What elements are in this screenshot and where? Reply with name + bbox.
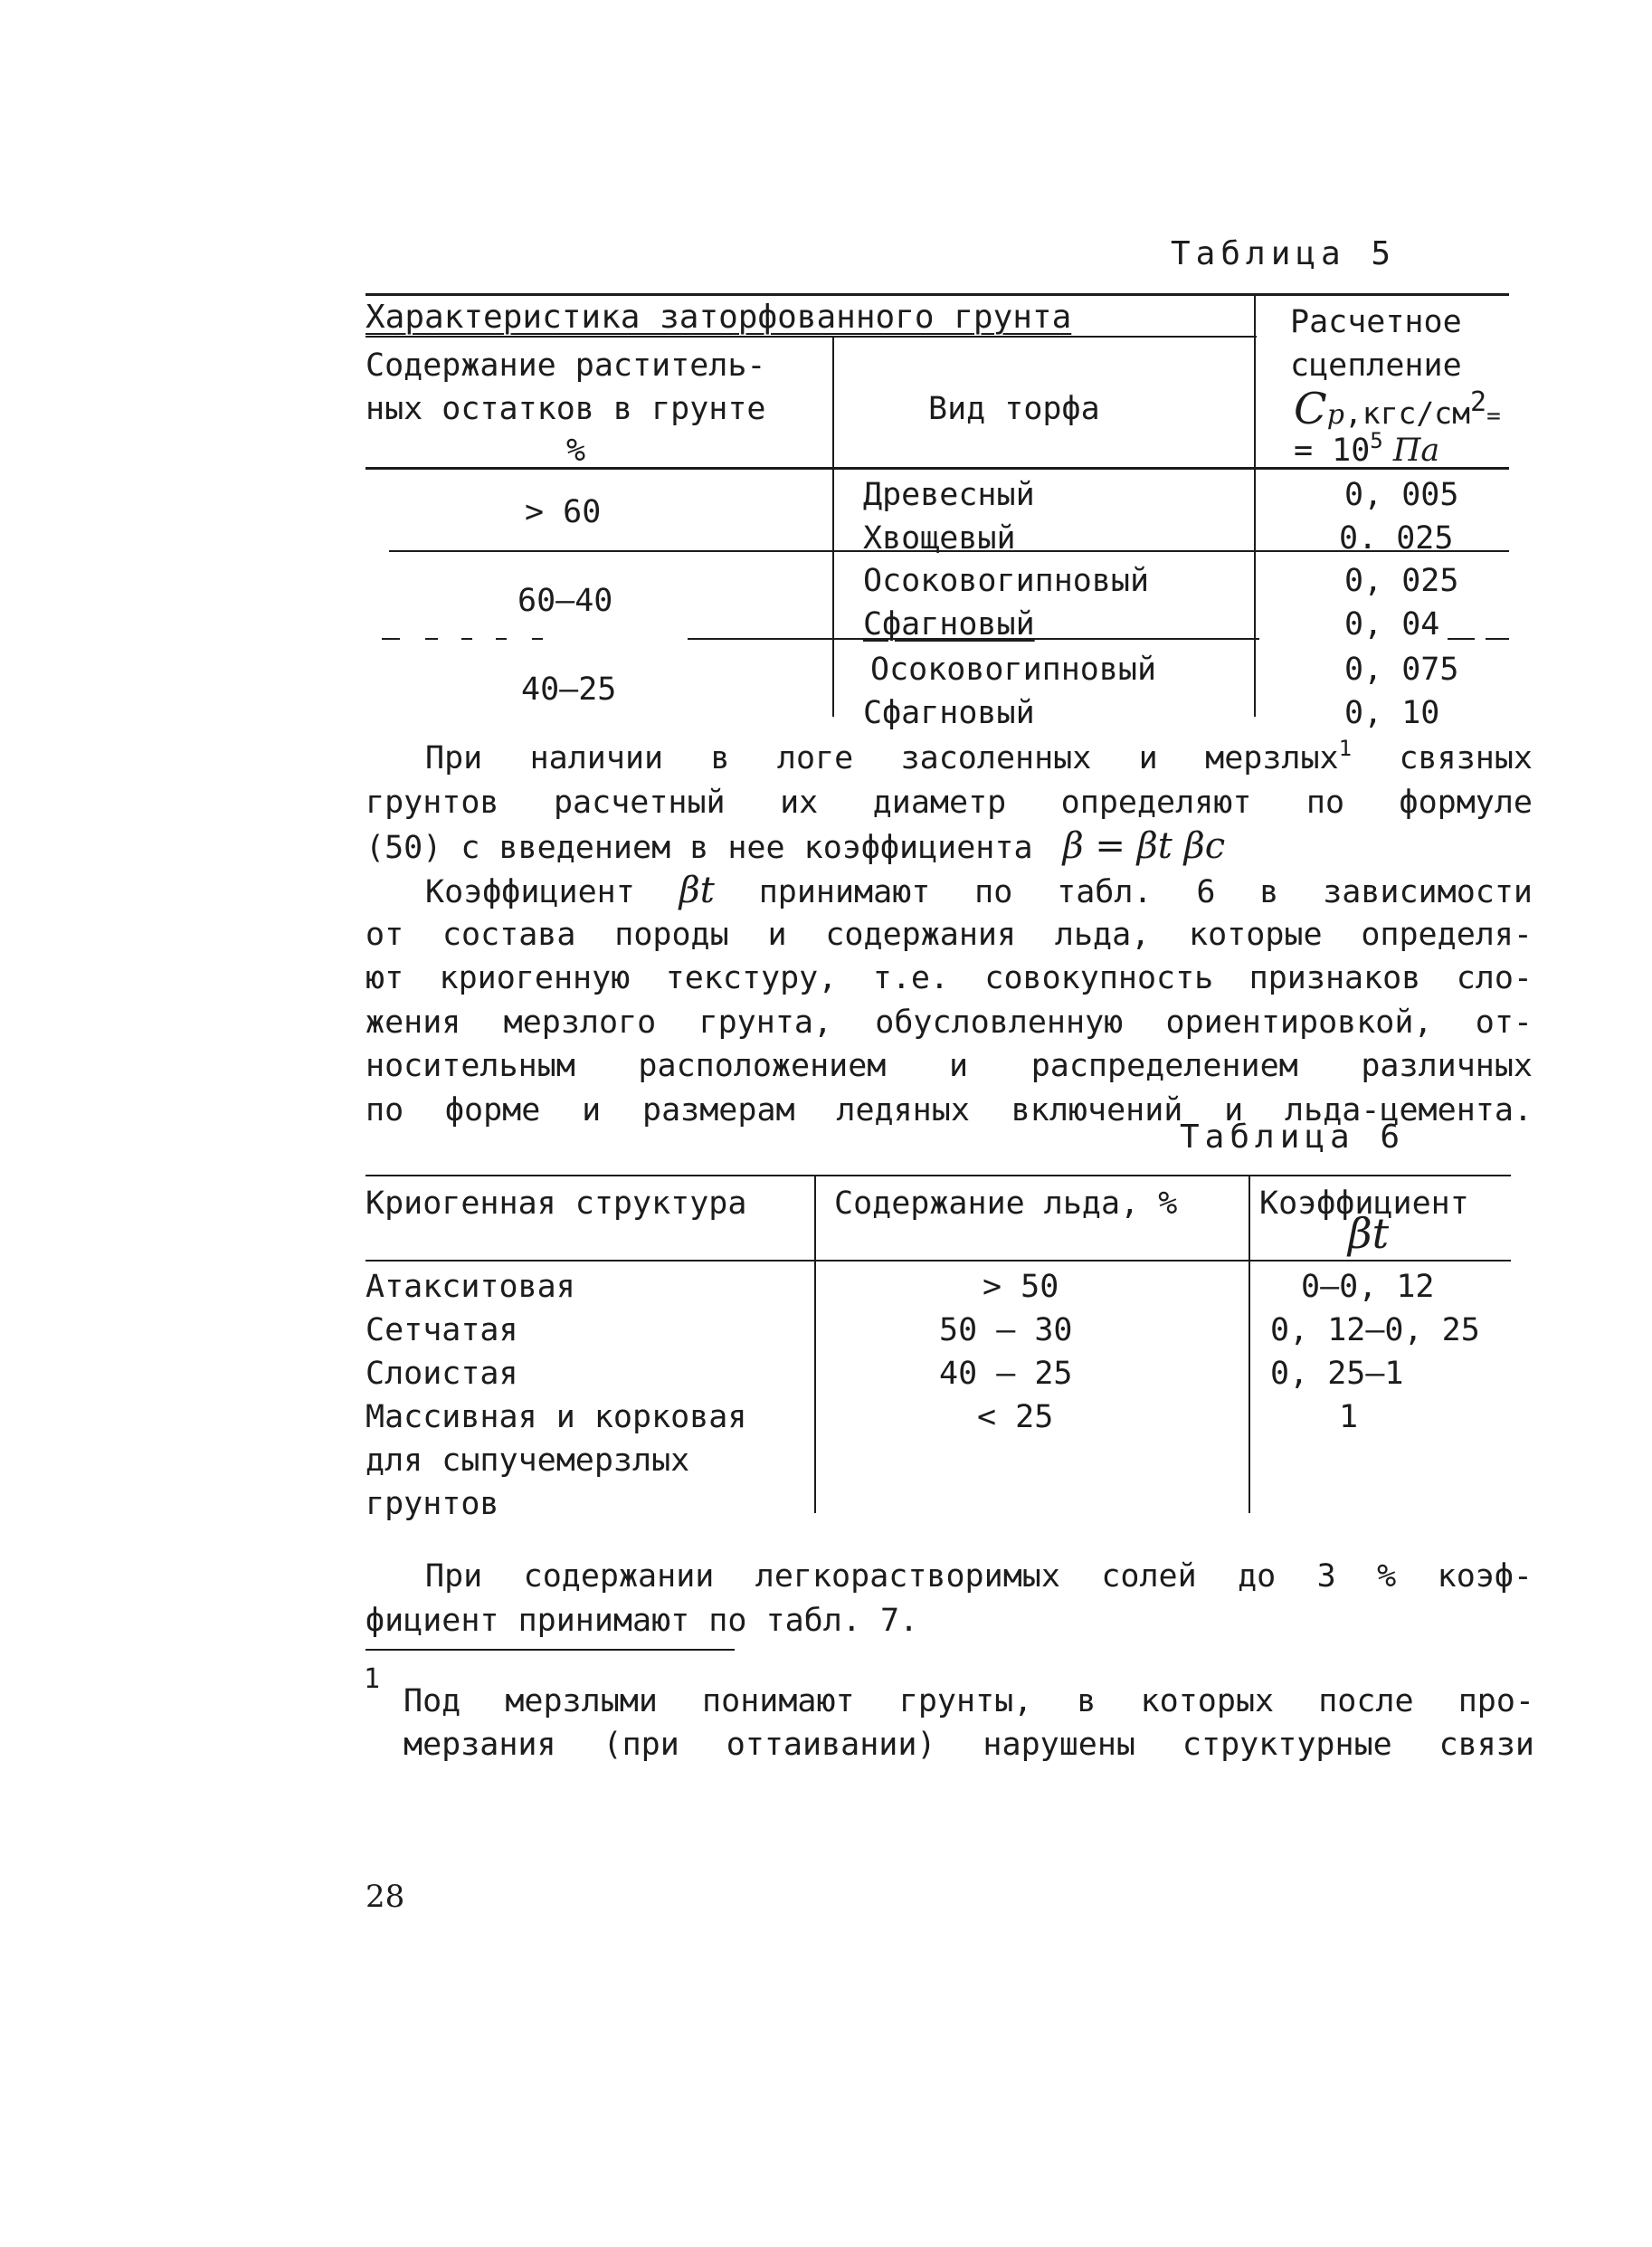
table5-row-rule-2e <box>532 638 543 640</box>
paragraph-2 <box>366 869 1533 1132</box>
page-number: 28 <box>366 1879 405 1915</box>
table6-row1-coef: 0–0, 12 <box>1301 1269 1435 1305</box>
table6-row4-coef: 1 <box>1339 1399 1359 1435</box>
table5-row2-content: 60–40 <box>517 583 613 619</box>
table5-col1-header-line3: % <box>566 433 586 469</box>
table5-row2-cohesion-2: 0, 04 <box>1344 606 1440 643</box>
table5-row-rule-2b <box>425 638 438 640</box>
footnote-ref-1: 1 <box>1338 736 1353 761</box>
table5-group-header-text: Характеристика заторфованного грунта <box>366 299 1072 336</box>
table6-caption: Таблица 6 <box>1180 1119 1406 1156</box>
paragraph-2-lead: Коэффициент <box>425 874 635 910</box>
table5-row1-cohesion-2: 0. 025 <box>1339 520 1454 557</box>
table6-row1-structure: Атакситовая <box>366 1269 575 1305</box>
table6-row2-coef: 0, 12–0, 25 <box>1270 1312 1480 1348</box>
table6-row3-coef: 0, 25–1 <box>1270 1356 1404 1392</box>
table5-row3-peat-1: Осоковогипновый <box>870 652 1157 688</box>
paragraph-2-line-2: от состава породы и содержания льда, которые определя- <box>366 916 1533 953</box>
paragraph-1-line-1-text: При наличии в логе засоленных и мерзлых <box>425 740 1339 776</box>
table6-header-ice: Содержание льда, % <box>834 1185 1178 1222</box>
table6-row3-ice: 40 – 25 <box>939 1356 1073 1392</box>
table5-row3-cohesion-2: 0, 10 <box>1344 695 1440 731</box>
table5-col1-header-line1: Содержание раститель- <box>366 348 766 384</box>
paragraph-2-line-4: жения мерзлого грунта, обусловленную ориентировкой, от- <box>366 1004 1533 1041</box>
table5-col3-header-line4 <box>1294 428 1440 469</box>
table6-row4-structure-line3: грунтов <box>366 1486 499 1522</box>
paragraph-1 <box>366 737 1533 869</box>
footnote-line-2: мерзания (при оттаивании) нарушены структурные связи <box>404 1727 1534 1763</box>
footnote-separator <box>366 1649 735 1651</box>
table6-row4-ice: < 25 <box>977 1399 1054 1435</box>
table5-col3-header-line1: Расчетное <box>1290 304 1462 340</box>
table6-header-beta-t: βt <box>1348 1209 1390 1258</box>
table5-row2-peat-2 <box>863 606 1035 643</box>
table5-row-rule-2h <box>1486 638 1509 640</box>
paragraph-1-line-1-tail: связных <box>1399 740 1533 776</box>
table6-row2-ice: 50 – 30 <box>939 1312 1073 1348</box>
footnote-mark: 1 <box>364 1663 381 1695</box>
table6-vrule-col1 <box>814 1176 816 1513</box>
table5-row2-cohesion-1: 0, 025 <box>1344 563 1459 599</box>
table6-row2-structure: Сетчатая <box>366 1312 518 1348</box>
table5-row-rule-2a <box>382 638 400 640</box>
table5-row1-cohesion-1: 0, 005 <box>1344 477 1459 513</box>
paragraph-1-line-3-text: (50) с введением в нее коэффициента <box>366 830 1033 866</box>
table5-group-header <box>366 299 1071 336</box>
cohesion-equals: = <box>1486 403 1501 430</box>
table6-row4-structure: Массивная и корковая <box>366 1399 747 1435</box>
beta-t-symbol: βt <box>679 870 715 911</box>
paragraph-2-line-3: ют криогенную текстуру, т.е. совокупность признаков сло- <box>366 960 1533 996</box>
table5-col2-header: Вид торфа <box>928 391 1100 427</box>
table5-row1-content: > 60 <box>525 494 602 530</box>
table5-row3-peat-2: Сфагновый <box>863 695 1035 731</box>
table6-vrule-col2 <box>1248 1176 1250 1513</box>
paragraph-3 <box>366 1555 1533 1642</box>
table6-header-structure: Криогенная структура <box>366 1185 747 1222</box>
cohesion-pa-unit: Па <box>1382 433 1440 469</box>
table6-row3-structure: Слоистая <box>366 1356 518 1392</box>
paragraph-3-line-2: фициент принимают по табл. 7. <box>366 1602 919 1639</box>
table6-header-rule <box>366 1260 1511 1262</box>
paragraph-1-line-3 <box>366 824 1533 869</box>
table5-row2-peat-1: Осоковогипновый <box>863 563 1150 599</box>
table5-col1-header-line2: ных остатков в грунте <box>366 391 766 427</box>
paragraph-3-line-1: При содержании легкорастворимых солей до 3 % коэф- <box>425 1558 1533 1595</box>
paragraph-2-line-5: носительным расположением и распределением различных <box>366 1048 1533 1084</box>
table6-header-coef: Коэффициент <box>1259 1185 1469 1222</box>
cohesion-unit: ,кгс/см <box>1343 395 1471 431</box>
table5-row-rule-2g <box>1448 638 1475 640</box>
table5-row1-peat-1: Древесный <box>863 477 1035 513</box>
paragraph-2-line-1-tail: принимают по табл. 6 в зависимости <box>758 874 1533 910</box>
footnote <box>404 1680 1534 1766</box>
beta-formula: β = βt βc <box>1062 825 1226 867</box>
table5-vrule-col1 <box>832 337 834 717</box>
table5-col3-header-line3 <box>1294 384 1501 434</box>
table5-row3-cohesion-1: 0, 075 <box>1344 652 1459 688</box>
paragraph-2-line-1 <box>366 869 1533 913</box>
cohesion-symbol: C <box>1294 384 1327 434</box>
table5-row1-peat-2: Хвощевый <box>863 520 1016 557</box>
table5-row2-peat-2-text: Сфагновый <box>863 606 1035 643</box>
cohesion-subscript: р <box>1326 399 1344 431</box>
table5-col3-header-line2: сцепление <box>1290 348 1462 384</box>
cohesion-pa-prefix: = 10 <box>1294 433 1371 469</box>
cohesion-unit-exponent: 2 <box>1470 386 1487 418</box>
cohesion-pa-exponent: 5 <box>1370 428 1383 453</box>
paragraph-1-line-1 <box>366 737 1533 781</box>
table5-row-rule-2c <box>461 638 472 640</box>
table5-vrule-col2 <box>1254 293 1256 717</box>
table5-subheader-rule <box>366 336 1257 338</box>
table6-row1-ice: > 50 <box>983 1269 1059 1305</box>
table5-row3-content: 40–25 <box>521 671 617 708</box>
table5-row-rule-2d <box>496 638 507 640</box>
footnote-line-1: Под мерзлыми понимают грунты, в которых после про- <box>404 1683 1534 1719</box>
table6-row4-structure-line2: для сыпучемерзлых <box>366 1442 690 1479</box>
paragraph-2-line-6: по форме и размерам ледяных включений и льда-цемента. <box>366 1091 1533 1128</box>
table5-top-rule <box>366 293 1509 296</box>
table6-top-rule <box>366 1175 1511 1176</box>
paragraph-1-line-2: грунтов расчетный их диаметр определяют по формуле <box>366 784 1533 821</box>
table5-caption: Таблица 5 <box>1171 235 1397 272</box>
